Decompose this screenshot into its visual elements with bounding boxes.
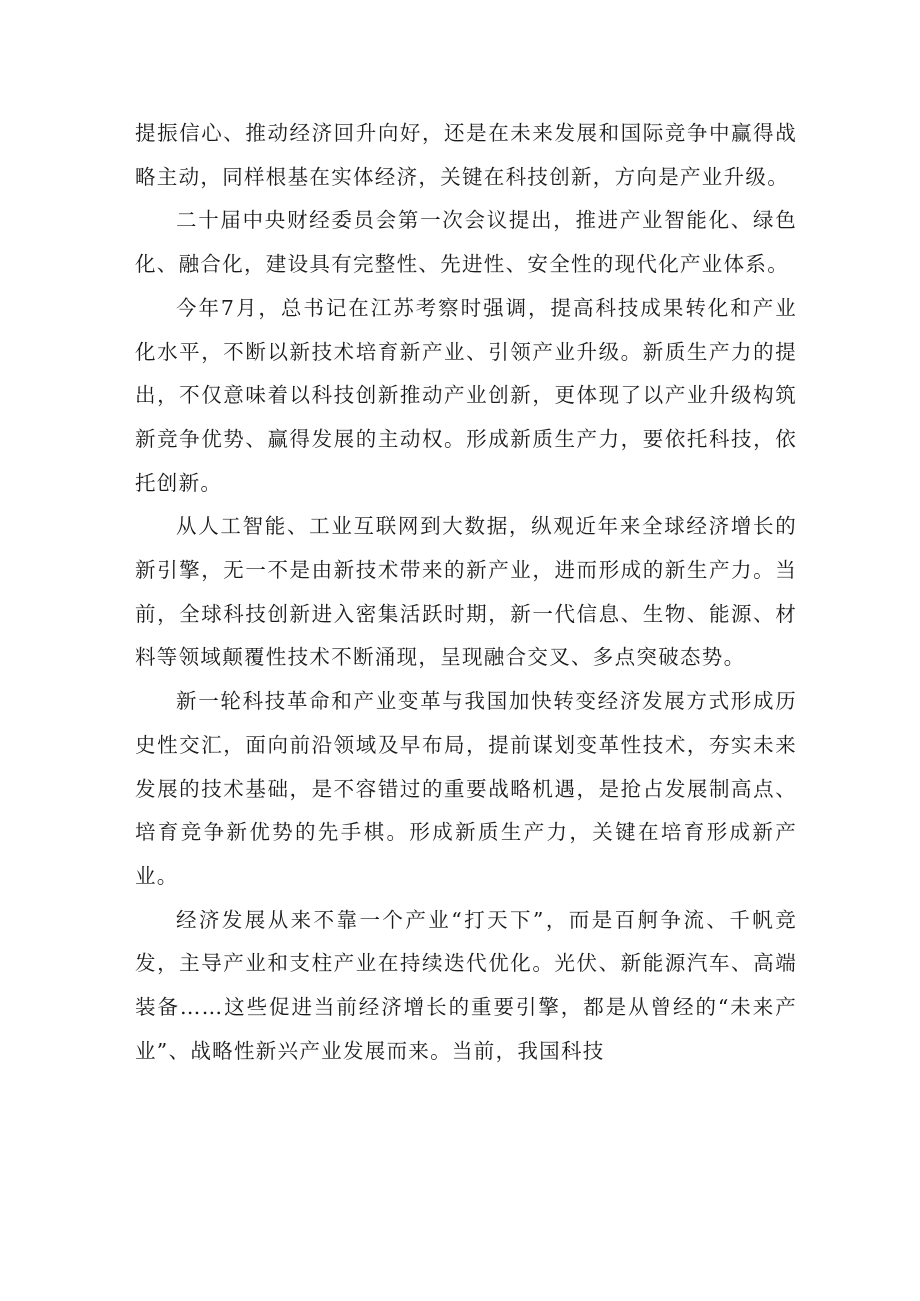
paragraph-4: 从人工智能、工业互联网到大数据，纵观近年来全球经济增长的新引擎，无一不是由新技术带来的新产业，进而形成的新生产力。当前，全球科技创新进入密集活跃时期，新一代信息、生物、能源、材料等领域颠覆性技术不断涌现，呈现融合交叉、多点突破态势。 bbox=[135, 514, 797, 670]
document-page bbox=[135, 0, 797, 1301]
document-body bbox=[135, 0, 797, 1073]
paragraph-1: 提振信心、推动经济回升向好，还是在未来发展和国际竞争中赢得战略主动，同样根基在实体经济，关键在科技创新，方向是产业升级。 bbox=[135, 121, 797, 189]
paragraph-6: 经济发展从来不靠一个产业“打天下”，而是百舸争流、千帆竞发，主导产业和支柱产业在持续迭代优化。光伏、新能源汽车、高端装备……这些促进当前经济增长的重要引擎，都是从曾经的“未来产业”、战略性新兴产业发展而来。当前，我国科技 bbox=[135, 907, 797, 1063]
paragraph-3: 今年7月，总书记在江苏考察时强调，提高科技成果转化和产业化水平，不断以新技术培育新产业、引领产业升级。新质生产力的提出，不仅意味着以科技创新推动产业创新，更体现了以产业升级构筑新竞争优势、赢得发展的主动权。形成新质生产力，要依托科技，依托创新。 bbox=[135, 295, 797, 495]
paragraph-5: 新一轮科技革命和产业变革与我国加快转变经济发展方式形成历史性交汇，面向前沿领域及早布局，提前谋划变革性技术，夯实未来发展的技术基础，是不容错过的重要战略机遇，是抢占发展制高点、培育竞争新优势的先手棋。形成新质生产力，关键在培育形成新产业。 bbox=[135, 689, 797, 888]
paragraph-2: 二十届中央财经委员会第一次会议提出，推进产业智能化、绿色化、融合化，建设具有完整性、先进性、安全性的现代化产业体系。 bbox=[135, 208, 797, 277]
